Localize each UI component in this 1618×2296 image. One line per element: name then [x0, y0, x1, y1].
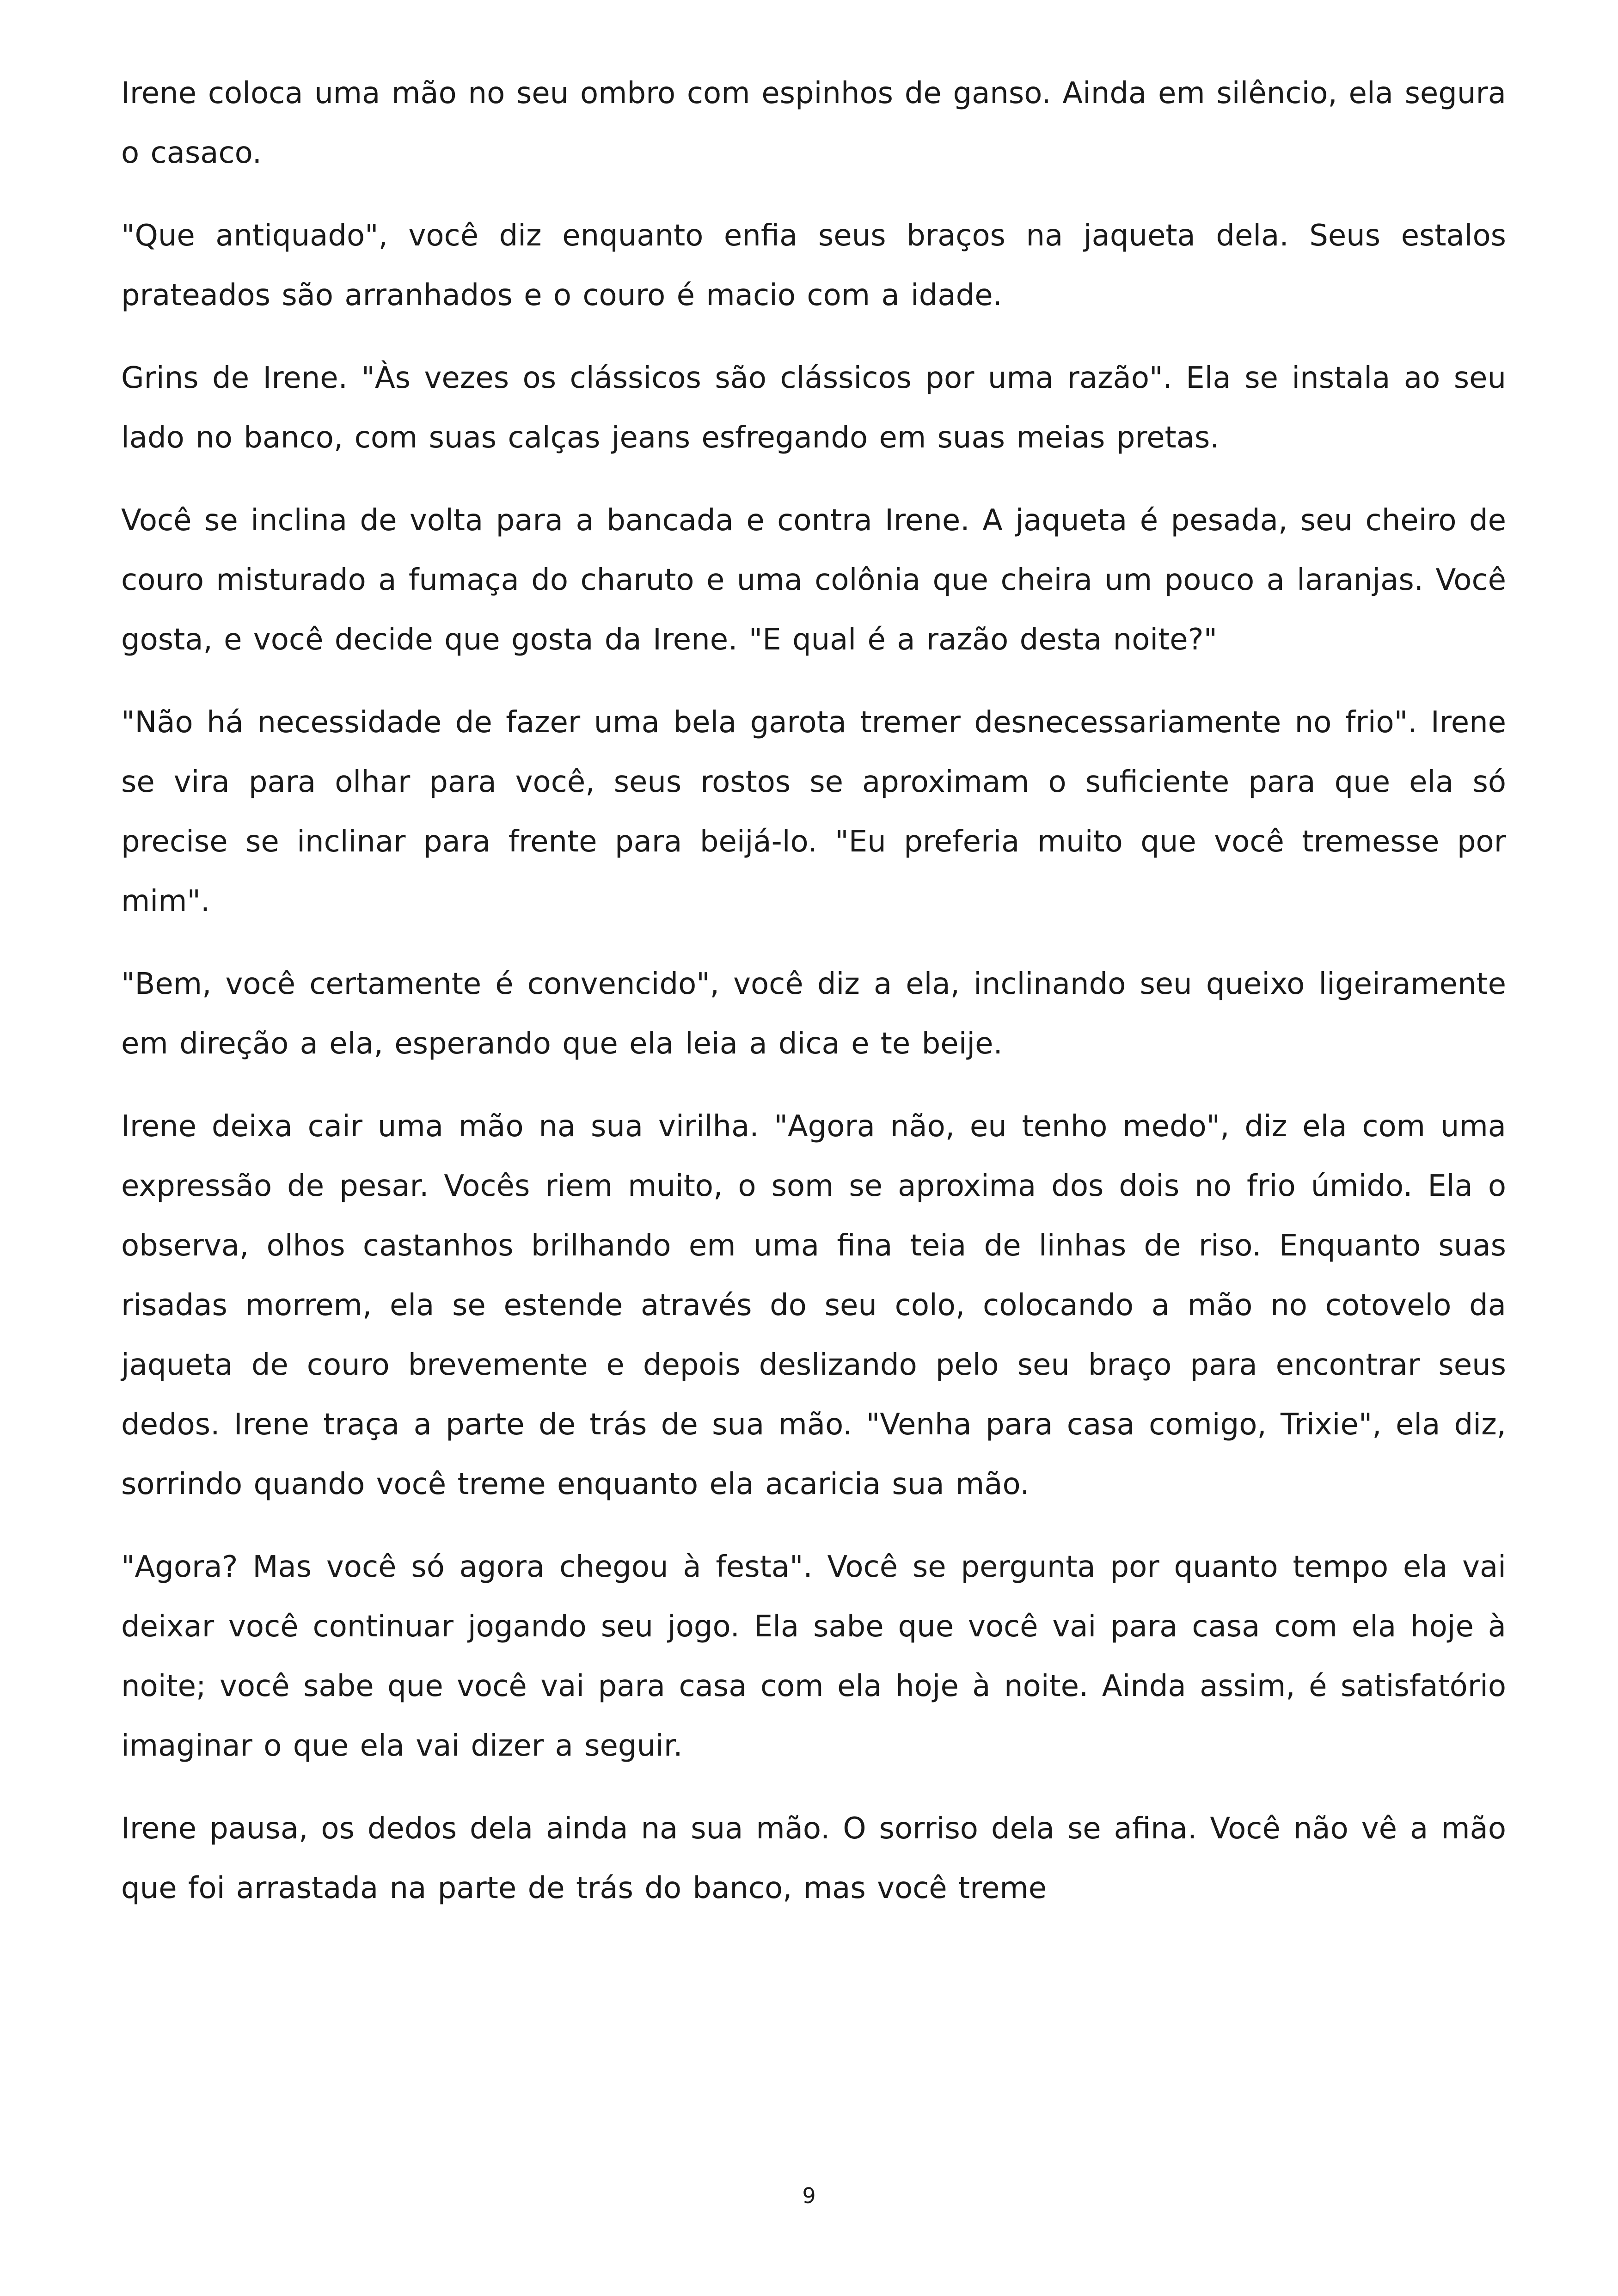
page-number: 9	[802, 2183, 816, 2208]
paragraph: "Que antiquado", você diz enquanto enfia seus braços na jaqueta dela. Seus estalos prateados são arranhados e o couro é macio com a idade.	[121, 219, 1506, 312]
paragraph: Grins de Irene. "Às vezes os clássicos são clássicos por uma razão". Ela se instala ao seu lado no banco, com suas calças jeans esfregando em suas meias pretas.	[121, 361, 1506, 455]
text-body	[121, 64, 1506, 1941]
paragraph: "Não há necessidade de fazer uma bela garota tremer desnecessariamente no frio". Irene se vira para olhar para você, seus rostos se aproximam o suficiente para que ela só precise se inclinar para frente para beijá-lo. "Eu preferia muito que você tremesse por mim".	[121, 705, 1506, 918]
paragraph: Você se inclina de volta para a bancada e contra Irene. A jaqueta é pesada, seu cheiro de couro misturado a fumaça do charuto e uma colônia que cheira um pouco a laranjas. Você gosta, e você decide que gosta da Irene. "E qual é a razão desta noite?"	[121, 503, 1506, 657]
paragraph: "Bem, você certamente é convencido", você diz a ela, inclinando seu queixo ligeiramente em direção a ela, esperando que ela leia a dica e te beije.	[121, 967, 1506, 1061]
paragraph: "Agora? Mas você só agora chegou à festa". Você se pergunta por quanto tempo ela vai deixar você continuar jogando seu jogo. Ela sabe que você vai para casa com ela hoje à noite; você sabe que você vai para casa com ela hoje à noite. Ainda assim, é satisfatório imaginar o que ela vai dizer a seguir.	[121, 1550, 1506, 1763]
paragraph: Irene deixa cair uma mão na sua virilha. "Agora não, eu tenho medo", diz ela com uma expressão de pesar. Vocês riem muito, o som se aproxima dos dois no frio úmido. Ela o observa, olhos castanhos brilhando em uma fina teia de linhas de riso. Enquanto suas risadas morrem, ela se estende através do seu colo, colocando a mão no cotovelo da jaqueta de couro brevemente e depois deslizando pelo seu braço para encontrar seus dedos. Irene traça a parte de trás de sua mão. "Venha para casa comigo, Trixie", ela diz, sorrindo quando você treme enquanto ela acaricia sua mão.	[121, 1109, 1506, 1501]
paragraph: Irene coloca uma mão no seu ombro com espinhos de ganso. Ainda em silêncio, ela segura o casaco.	[121, 76, 1506, 170]
paragraph: Irene pausa, os dedos dela ainda na sua mão. O sorriso dela se afina. Você não vê a mão que foi arrastada na parte de trás do banco, mas você treme	[121, 1812, 1506, 1905]
